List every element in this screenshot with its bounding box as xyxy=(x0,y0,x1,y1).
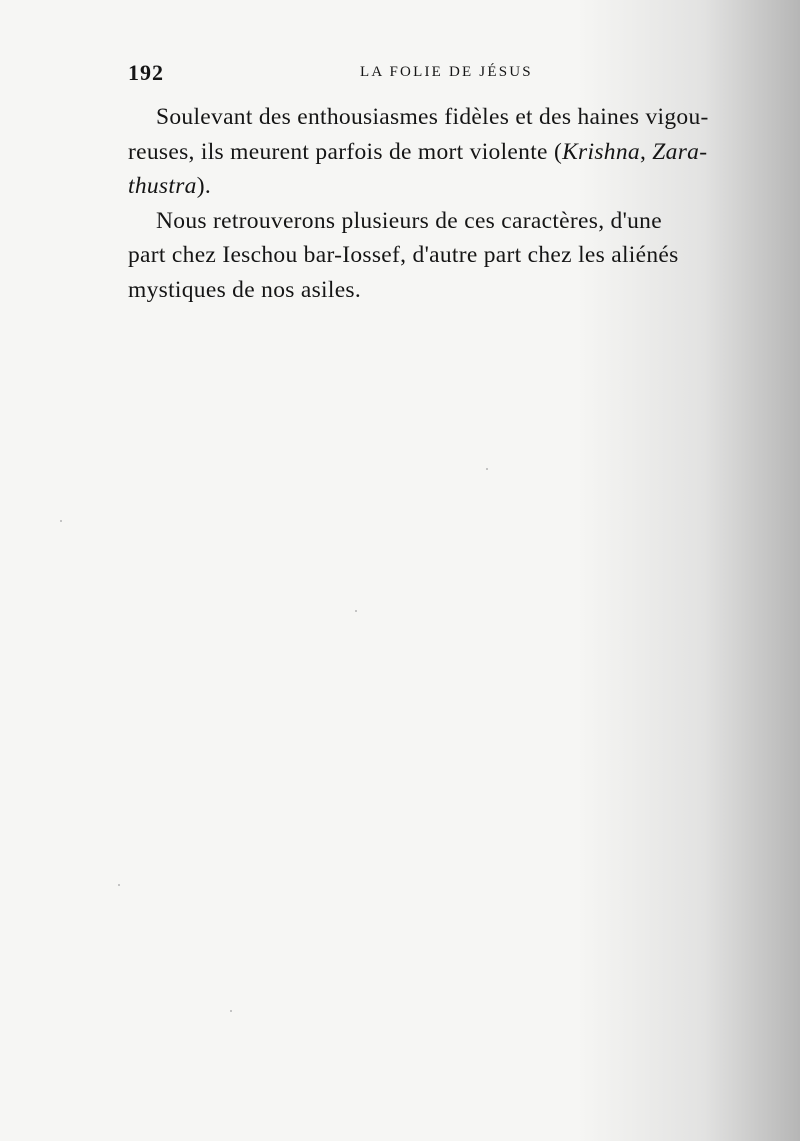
italic-name-zarathustra-end: thustra xyxy=(128,173,197,199)
paragraph-1-line-1: Soulevant des enthousiasmes fidèles et des haines vigou- xyxy=(156,104,709,130)
paragraph-1-line-3-end: ). xyxy=(196,173,212,199)
running-title: LA FOLIE DE JÉSUS xyxy=(360,64,533,80)
paper-speck xyxy=(60,520,62,522)
paragraph-2-line-2: part chez Ieschou bar-Iossef, d'autre part chez les aliénés xyxy=(128,242,679,268)
paper-speck xyxy=(355,610,357,612)
paragraph-2-line-3: mystiques de nos asiles. xyxy=(128,276,362,303)
paragraph-1 xyxy=(128,100,760,204)
paper-speck xyxy=(118,884,120,886)
paragraph-2-line-1: Nous retrouverons plusieurs de ces caractères, d'une xyxy=(156,207,662,234)
paper-speck xyxy=(230,1010,232,1012)
paragraph-2 xyxy=(128,204,760,308)
italic-name-krishna: Krishna xyxy=(562,138,640,165)
paragraph-1-line-2-comma: , xyxy=(639,138,653,165)
paragraph-1-line-2 xyxy=(128,135,760,170)
paragraph-1-line-2-text: reuses, ils meurent parfois de mort violente ( xyxy=(128,138,563,165)
page-number: 192 xyxy=(128,60,164,85)
paper-speck xyxy=(486,468,488,470)
page-header xyxy=(128,60,758,90)
body-text xyxy=(128,100,760,307)
italic-name-zarathustra-start: Zara- xyxy=(652,138,708,165)
paragraph-1-line-3 xyxy=(128,169,760,204)
